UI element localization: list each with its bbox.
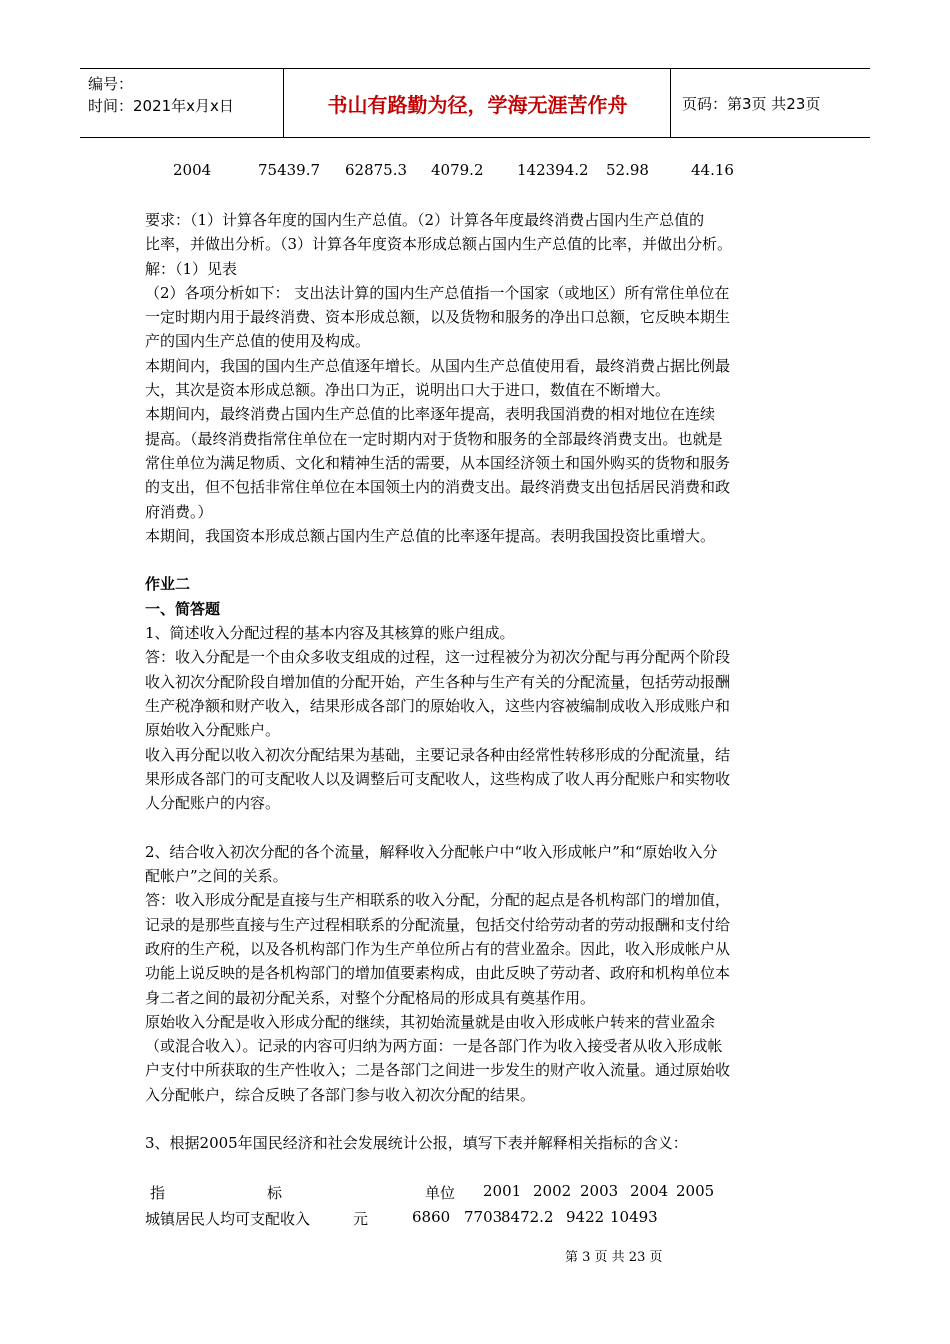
text-line: 政府的生产税，以及各机构部门作为生产单位所占有的营业盈余。因此，收入形成帐户从: [145, 939, 731, 958]
text-line: 常住单位为满足物质、文化和精神生活的需要，从本国经济领土和国外购买的货物和服务: [145, 453, 731, 472]
text-line: 配帐户”之间的关系。: [145, 867, 288, 886]
table-cell: 9422: [566, 1208, 605, 1226]
table-header-cell: 标: [267, 1184, 283, 1202]
text-line: 本期间，我国资本形成总额占国内生产总值的比率逐年提高。表明我国投资比重增大。: [145, 526, 716, 545]
table-cell: 元: [353, 1210, 369, 1228]
document-time-label: 时间：2021年x月x日: [88, 97, 234, 115]
header-page-info: 页码：第3页 共23页: [682, 95, 821, 113]
text-line: 的支出，但不包括非常住单位在本国领土内的消费支出。最终消费支出包括居民消费和政: [145, 478, 731, 497]
text-line: 比率，并做出分析。（3）计算各年度资本形成总额占国内生产总值的比率，并做出分析。: [145, 235, 733, 254]
text-line: 一定时期内用于最终消费、资本形成总额，以及货物和服务的净出口总额，它反映本期生: [145, 308, 731, 327]
text-line: （2）各项分析如下： 支出法计算的国内生产总值指一个国家（或地区）所有常住单位在: [145, 283, 730, 302]
table-cell: 城镇居民人均可支配收入: [145, 1210, 311, 1228]
text-line: 要求：（1）计算各年度的国内生产总值。（2）计算各年度最终消费占国内生产总值的: [145, 211, 705, 229]
table-cell: 52.98: [606, 161, 649, 179]
table-header-cell: 2004: [630, 1182, 669, 1200]
body-text: [145, 208, 810, 1156]
text-line: [145, 815, 810, 839]
text-line: 原始收入分配账户。: [145, 721, 281, 740]
section-heading: 作业二: [145, 575, 191, 594]
document-number-label: 编号：: [88, 75, 134, 93]
text-line: 2、结合收入初次分配的各个流量，解释收入分配帐户中“收入形成帐户”和“原始收入分: [145, 842, 718, 861]
section-heading: 一、简答题: [145, 599, 221, 618]
text-line: 本期间内，最终消费占国内生产总值的比率逐年提高，表明我国消费的相对地位在连续: [145, 405, 716, 424]
table-cell: 7703: [464, 1208, 503, 1226]
text-line: （或混合收入）。记录的内容可归纳为两方面：一是各部门作为收入接受者从收入形成帐: [145, 1037, 723, 1056]
table-cell: 10493: [610, 1208, 658, 1226]
text-line: 提高。（最终消费指常住单位在一定时期内对于货物和服务的全部最终消费支出。也就是: [145, 429, 723, 448]
table-cell: 8472.2: [501, 1208, 554, 1226]
page-footer: 第 3 页 共 23 页: [565, 1250, 663, 1265]
text-line: 本期间内，我国的国内生产总值逐年增长。从国内生产总值使用看，最终消费占据比例最: [145, 356, 731, 375]
text-line: 答：收入分配是一个由众多收支组成的过程，这一过程被分为初次分配与再分配两个阶段: [145, 648, 731, 667]
text-line: 府消费。）: [145, 502, 213, 521]
page-header: [80, 68, 870, 138]
table-cell: 142394.2: [517, 161, 589, 179]
text-line: 解：（1）见表: [145, 259, 238, 278]
text-line: 收入初次分配阶段自增加值的分配开始，产生各种与生产有关的分配流量，包括劳动报酬: [145, 672, 731, 691]
text-line: 收入再分配以收入初次分配结果为基础，主要记录各种由经常性转移形成的分配流量，结: [145, 745, 731, 764]
text-line: [145, 1107, 810, 1131]
header-motto: 书山有路勤为径，学海无涯苦作舟: [327, 93, 628, 117]
text-line: 户支付中所获取的生产性收入；二是各部门之间进一步发生的财产收入流量。通过原始收: [145, 1061, 731, 1080]
table-cell: 62875.3: [345, 161, 408, 179]
text-line: 答：收入形成分配是直接与生产相联系的收入分配，分配的起点是各机构部门的增加值，: [145, 891, 731, 910]
table-header-cell: 2002: [533, 1182, 572, 1200]
text-line: 记录的是那些直接与生产过程相联系的分配流量，包括交付给劳动者的劳动报酬和支付给: [145, 915, 731, 934]
text-line: 身二者之间的最初分配关系，对整个分配格局的形成具有奠基作用。: [145, 988, 596, 1007]
table-header-cell: 2005: [676, 1182, 715, 1200]
text-line: 大，其次是资本形成总额。净出口为正，说明出口大于进口，数值在不断增大。: [145, 381, 671, 400]
text-line: 果形成各部门的可支配收人以及调整后可支配收人，这些构成了收人再分配账户和实物收: [145, 769, 731, 788]
text-line: 3、根据2005年国民经济和社会发展统计公报，填写下表并解释相关指标的含义：: [145, 1134, 688, 1153]
table-cell: 2004: [173, 161, 212, 179]
text-line: 人分配账户的内容。: [145, 794, 281, 813]
table-header-cell: 2003: [580, 1182, 619, 1200]
text-line: 生产税净额和财产收入，结果形成各部门的原始收入，这些内容被编制成收入形成账户和: [145, 696, 731, 715]
header-divider: [283, 69, 284, 137]
table-header-cell: 2001: [483, 1182, 522, 1200]
text-line: 入分配帐户，综合反映了各部门参与收入初次分配的结果。: [145, 1085, 536, 1104]
table-header-cell: 指: [150, 1184, 166, 1202]
table-cell: 44.16: [691, 161, 734, 179]
text-line: [145, 548, 810, 572]
header-meta: [88, 73, 278, 117]
text-line: 功能上说反映的是各机构部门的增加值要素构成，由此反映了劳动者、政府和机构单位本: [145, 964, 731, 983]
table-header-cell: 单位: [425, 1184, 456, 1202]
text-line: 产的国内生产总值的使用及构成。: [145, 332, 371, 351]
text-line: 1、简述收入分配过程的基本内容及其核算的账户组成。: [145, 624, 515, 643]
table-cell: 4079.2: [431, 161, 484, 179]
text-line: 原始收入分配是收入形成分配的继续，其初始流量就是由收入形成帐户转来的营业盈余: [145, 1012, 716, 1031]
table-cell: 6860: [412, 1208, 451, 1226]
table-cell: 75439.7: [258, 161, 321, 179]
